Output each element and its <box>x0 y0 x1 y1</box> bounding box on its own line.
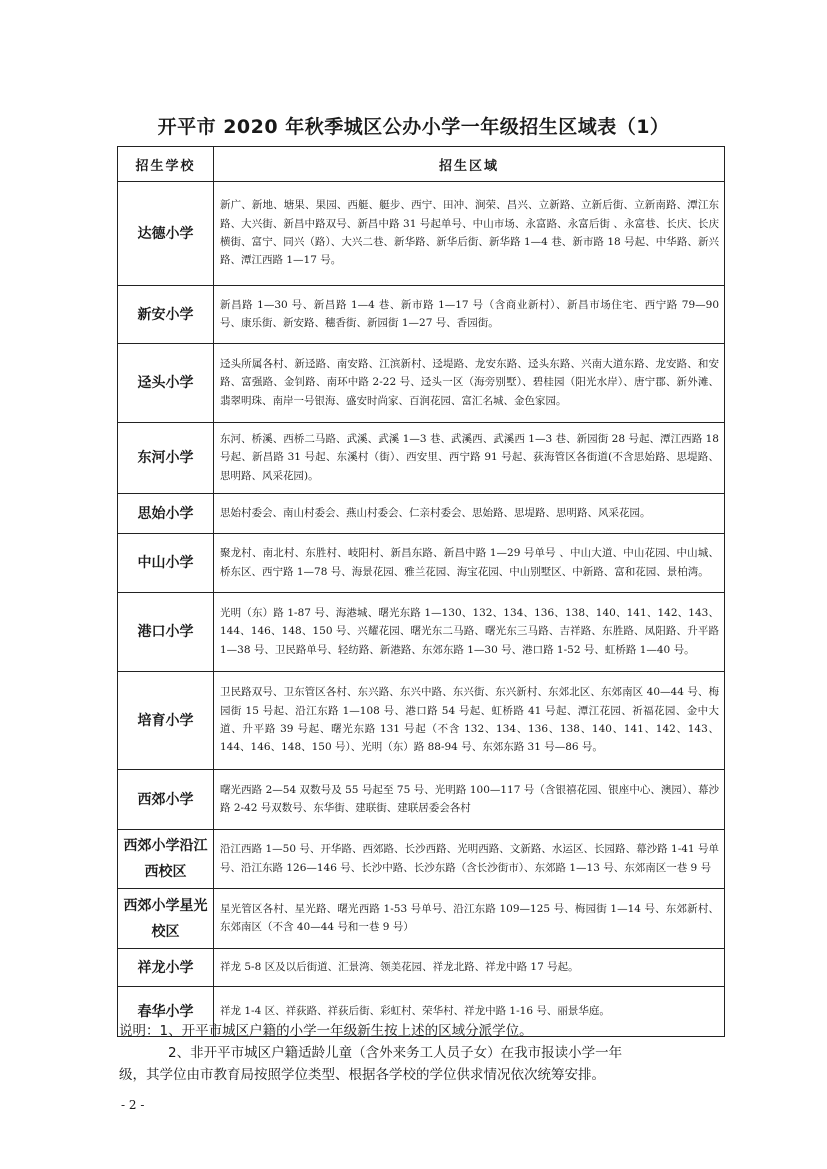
page-number: - 2 - <box>121 1098 145 1112</box>
school-name: 西郊小学 <box>118 770 214 830</box>
school-name: 中山小学 <box>118 534 214 593</box>
note-line-2: 2、非开平市城区户籍适龄儿童（含外来务工人员子女）在我市报读小学一年 <box>168 1045 623 1061</box>
notes-section <box>119 1020 717 1086</box>
zone-area: 迳头所属各村、新迳路、南安路、江滨新村、迳堤路、龙安东路、迳头东路、兴南大道东路、龙安路、和安路、富强路、金钊路、南环中路 2-22 号、迳头一区（海旁别墅）、碧桂园（阳光水岸）、唐宁郡、新外滩、翡翠明珠、南岸一号银海、盛安时尚家、百润花园、富汇名城、金色家园。 <box>214 344 725 423</box>
school-name: 春华小学 <box>118 987 214 1037</box>
table-row <box>118 494 725 534</box>
zone-area: 卫民路双号、卫东管区各村、东兴路、东兴中路、东兴街、东兴新村、东郊北区、东郊南区 40—44 号、梅园街 15 号起、沿江东路 1—108 号、港口路 54 号起、虹桥路 41 号起、潭江花园、祈福花园、金中大道、升平路 39 号起、曙光东路 131 号起（不含 132、134、136、138、140、141、142、143、144、146、148、150 号）、光明（东）路 88-94 号、东郊东路 31 号—86 号。 <box>214 672 725 770</box>
school-name: 东河小学 <box>118 423 214 494</box>
school-name: 迳头小学 <box>118 344 214 423</box>
table-row <box>118 830 725 889</box>
school-name: 达德小学 <box>118 182 214 286</box>
table-header-row <box>118 147 725 182</box>
table-row <box>118 889 725 949</box>
table-row <box>118 344 725 423</box>
zone-area: 聚龙村、南北村、东胜村、岐阳村、新昌东路、新昌中路 1—29 号单号 、中山大道、中山花园、中山城、桥东区、西宁路 1—78 号、海景花园、雅兰花园、海宝花园、中山别墅区、中新路、富和花园、景柏湾。 <box>214 534 725 593</box>
zone-area: 新广、新地、塘果、果园、西艇、艇步、西宁、田冲、涧荣、昌兴、立新路、立新后街、立新南路、潭江东路、大兴街、新昌中路双号、新昌中路 31 号起单号、中山市场、永富路、永富后街 、永富巷、长庆、长庆横街、富宁、同兴（路）、大兴二巷、新华路、新华后街、新华路 1—4 巷、新市路 18 号起、中华路、新兴路、潭江西路 1—17 号。 <box>214 182 725 286</box>
school-name: 祥龙小学 <box>118 949 214 987</box>
enrollment-zone-table <box>117 146 725 1037</box>
zone-area: 曙光西路 2—54 双数号及 55 号起至 75 号、光明路 100—117 号（含银禧花园、银座中心、澳园）、幕沙路 2-42 号双数号、东华街、建联街、建联居委会各村 <box>214 770 725 830</box>
note-line-3: 级，其学位由市教育局按照学位类型、根据各学校的学位供求情况依次统筹安排。 <box>119 1067 605 1083</box>
zone-area: 沿江西路 1—50 号、开华路、西郊路、长沙西路、光明西路、文新路、水运区、长园路、幕沙路 1-41 号单号、沿江东路 126—146 号、长沙中路、长沙东路（含长沙街市）、东郊路 1—13 号、东郊南区一巷 9 号 <box>214 830 725 889</box>
page-title: 开平市 2020 年秋季城区公办小学一年级招生区域表（1） <box>157 116 670 138</box>
table-row <box>118 423 725 494</box>
zone-area: 东河、桥溪、西桥二马路、武溪、武溪 1—3 巷、武溪西、武溪西 1—3 巷、新园街 28 号起、潭江西路 18 号起、新昌路 31 号起、东溪村（街）、西安里、西宁路 91 号起、荻海管区各街道(不含思始路、思堤路、思明路、风采花园)。 <box>214 423 725 494</box>
zone-area: 新昌路 1—30 号、新昌路 1—4 巷、新市路 1—17 号（含商业新村）、新昌市场住宅、西宁路 79—90 号、康乐街、新安路、穗香街、新园街 1—27 号、香园街。 <box>214 286 725 344</box>
zone-area: 光明（东）路 1-87 号、海港城、曙光东路 1—130、132、134、136、138、140、141、142、143、144、146、148、150 号、兴耀花园、曙光东二马路、曙光东三马路、吉祥路、东胜路、凤阳路、升平路 1—38 号、卫民路单号、轻纺路、新港路、东郊东路 1—30 号、港口路 1-52 号、虹桥路 1—40 号。 <box>214 593 725 672</box>
table-row <box>118 286 725 344</box>
table-row <box>118 949 725 987</box>
zone-area: 思始村委会、南山村委会、燕山村委会、仁亲村委会、思始路、思堤路、思明路、风采花园。 <box>214 494 725 534</box>
header-area: 招生区域 <box>214 147 725 182</box>
school-name: 新安小学 <box>118 286 214 344</box>
table-row <box>118 182 725 286</box>
note-line-1: 说明：1、开平市城区户籍的小学一年级新生按上述的区域分派学位。 <box>119 1023 533 1039</box>
header-school: 招生学校 <box>118 147 214 182</box>
school-name: 西郊小学星光校区 <box>118 889 214 949</box>
table-row <box>118 672 725 770</box>
school-name: 西郊小学沿江西校区 <box>118 830 214 889</box>
table-row <box>118 593 725 672</box>
school-name: 培育小学 <box>118 672 214 770</box>
zone-area: 星光管区各村、星光路、曙光西路 1-53 号单号、沿江东路 109—125 号、梅园街 1—14 号、东郊新村、东郊南区（不含 40—44 号和一巷 9 号） <box>214 889 725 949</box>
school-name: 港口小学 <box>118 593 214 672</box>
table-row <box>118 534 725 593</box>
table-row <box>118 770 725 830</box>
zone-area: 祥龙 1-4 区、祥荻路、祥荻后街、彩虹村、荣华村、祥龙中路 1-16 号、丽景华庭。 <box>214 987 725 1037</box>
school-name: 思始小学 <box>118 494 214 534</box>
zone-area: 祥龙 5-8 区及以后街道、汇景湾、领美花园、祥龙北路、祥龙中路 17 号起。 <box>214 949 725 987</box>
